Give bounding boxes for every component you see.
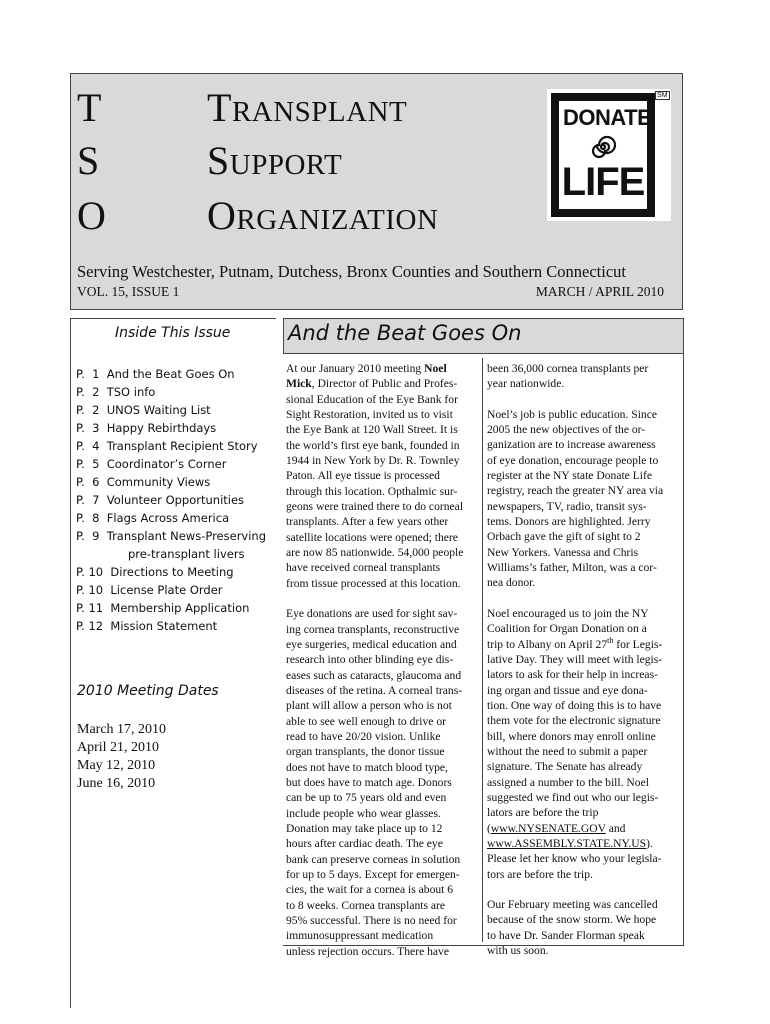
inside-this-issue-heading: Inside This Issue bbox=[115, 325, 231, 341]
paragraph: At our January 2010 meeting Noel Mick, Director of Public and Profes- sional Education of the Eye Bank for Sight Restoration, invited us to visit the Eye Bank at 120 Wall Street. It is the world’s first eye bank, founded in 1944 in New York by Dr. R. Townley Paton. All eye tissue is processed through this location. Opthalmic sur- geons were trained there to do corneal transplants. After a few years other satellite locations were opened; there are now 85 nationwide. 54,000 people have received corneal transplants from tissue processed at this location. bbox=[286, 362, 464, 590]
article-column-right bbox=[487, 361, 681, 958]
serving-line: Serving Westchester, Putnam, Dutchess, Bronx Counties and Southern Connecticut bbox=[77, 262, 627, 281]
initial-t: T bbox=[77, 85, 102, 130]
paragraph: been 36,000 cornea transplants per year nationwide. bbox=[487, 362, 649, 391]
title-word-organization: ORGANIZATION bbox=[207, 193, 439, 238]
toc-item[interactable]: P. 5 Coordinator’s Corner bbox=[76, 457, 227, 471]
toc-item[interactable]: P. 4 Transplant Recipient Story bbox=[76, 439, 258, 453]
person-name: Noel Mick bbox=[286, 362, 447, 391]
nysenate-link[interactable]: www.NYSENATE.GOV bbox=[490, 821, 606, 835]
article-header bbox=[283, 318, 684, 354]
service-mark: SM bbox=[657, 92, 668, 99]
meeting-dates-heading: 2010 Meeting Dates bbox=[77, 683, 219, 699]
swirl-icon bbox=[589, 133, 617, 161]
article-title: And the Beat Goes On bbox=[288, 321, 522, 345]
toc-item[interactable]: P. 11 Membership Application bbox=[76, 601, 250, 615]
sidebar bbox=[70, 318, 276, 1008]
paragraph: Eye donations are used for sight sav- ing cornea transplants, reconstructive eye surgeries, medical education and research into other blinding eye dis- eases such as cataracts, glaucoma and diseases of the retina. A corneal trans- plant will allow a person who is not able to see well enough to drive or read to have 20/20 vision. Unlike organ transplants, the donor tissue does not have to match blood type, but does have to match age. Donors can be up to 75 years old and even include people who wear glasses. Donation may take place up to 12 hours after cardiac death. The eye bank can preserve corneas in solution for up to 5 days. Except for emergen- cies, the wait for a cornea is about 6 to 8 weeks. Cornea transplants are 95% successful. There is no need for immunosuppressant medication unless rejection occurs. There have bbox=[286, 607, 463, 958]
volume-issue: VOL. 15, ISSUE 1 bbox=[77, 284, 180, 299]
meeting-date: May 12, 2010 bbox=[77, 758, 156, 773]
initial-s: S bbox=[77, 138, 100, 183]
meeting-dates-list bbox=[77, 721, 166, 793]
meeting-date: April 21, 2010 bbox=[77, 740, 160, 755]
toc-item[interactable]: P. 10 Directions to Meeting bbox=[76, 565, 234, 579]
toc-item[interactable]: P. 8 Flags Across America bbox=[76, 511, 230, 525]
paragraph: Our February meeting was cancelled because of the snow storm. We hope to have Dr. Sander Florman speak with us soon. bbox=[487, 898, 658, 958]
article-column-left bbox=[286, 361, 480, 959]
toc-item-continuation[interactable]: pre-transplant livers bbox=[128, 547, 245, 561]
toc-item[interactable]: P. 3 Happy Rebirthdays bbox=[76, 421, 217, 435]
table-of-contents bbox=[76, 365, 281, 635]
assembly-link[interactable]: www.ASSEMBLY.STATE.NY.US bbox=[487, 836, 647, 850]
toc-item[interactable]: P. 7 Volunteer Opportunities bbox=[76, 493, 245, 507]
toc-item[interactable]: P. 9 Transplant News-Preserving bbox=[76, 529, 267, 543]
meeting-date: June 16, 2010 bbox=[77, 776, 156, 791]
toc-item[interactable]: P. 12 Mission Statement bbox=[76, 619, 218, 633]
article-body bbox=[283, 354, 684, 958]
toc-item[interactable]: P. 6 Community Views bbox=[76, 475, 211, 489]
logo-life-text: LIFE bbox=[561, 160, 645, 204]
toc-item[interactable]: P. 1 And the Beat Goes On bbox=[76, 367, 235, 381]
toc-item[interactable]: P. 2 UNOS Waiting List bbox=[76, 403, 211, 417]
masthead bbox=[70, 73, 683, 310]
meeting-date: March 17, 2010 bbox=[77, 722, 167, 737]
paragraph: Noel encouraged us to join the NY Coalition for Organ Donation on a trip to Albany on April 27th for Legis- lative Day. They will meet with legis- lators to ask for their help in increas- ing organ and tissue and eye dona- tion. One way of doing this is to have them vote for the electronic signature bill, where donors may enroll online without the need to submit a paper signature. The Senate has already assigned a number to the bill. Noel suggested we find out who our legis- lators are before the trip (www.NYSENATE.GOV and www.ASSEMBLY.STATE.NY.US). Please let her know who your legisla- tors are before the trip. bbox=[487, 606, 663, 881]
title-word-transplant: TRANSPLANT bbox=[207, 85, 408, 130]
toc-item[interactable]: P. 10 License Plate Order bbox=[76, 583, 223, 597]
donate-life-logo bbox=[547, 89, 671, 221]
title-word-support: SUPPORT bbox=[207, 138, 343, 183]
issue-date: MARCH / APRIL 2010 bbox=[535, 284, 664, 299]
paragraph: Noel’s job is public education. Since 2005 the new objectives of the or- ganization are to increase awareness of eye donation, encourage people to register at the NY state Donate Life registry, reach the greater NY area via newspapers, TV, radio, transit sys- tems. Donors are highlighted. Jerry Orbach gave the gift of sight to 2 New Yorkers. Vanessa and Chris Williams’s father, Milton, was a cor- nea donor. bbox=[487, 407, 664, 590]
logo-donate-text: DONATE bbox=[563, 105, 652, 130]
initial-o: O bbox=[77, 193, 106, 238]
toc-item[interactable]: P. 2 TSO info bbox=[76, 385, 156, 399]
column-divider bbox=[482, 358, 483, 942]
